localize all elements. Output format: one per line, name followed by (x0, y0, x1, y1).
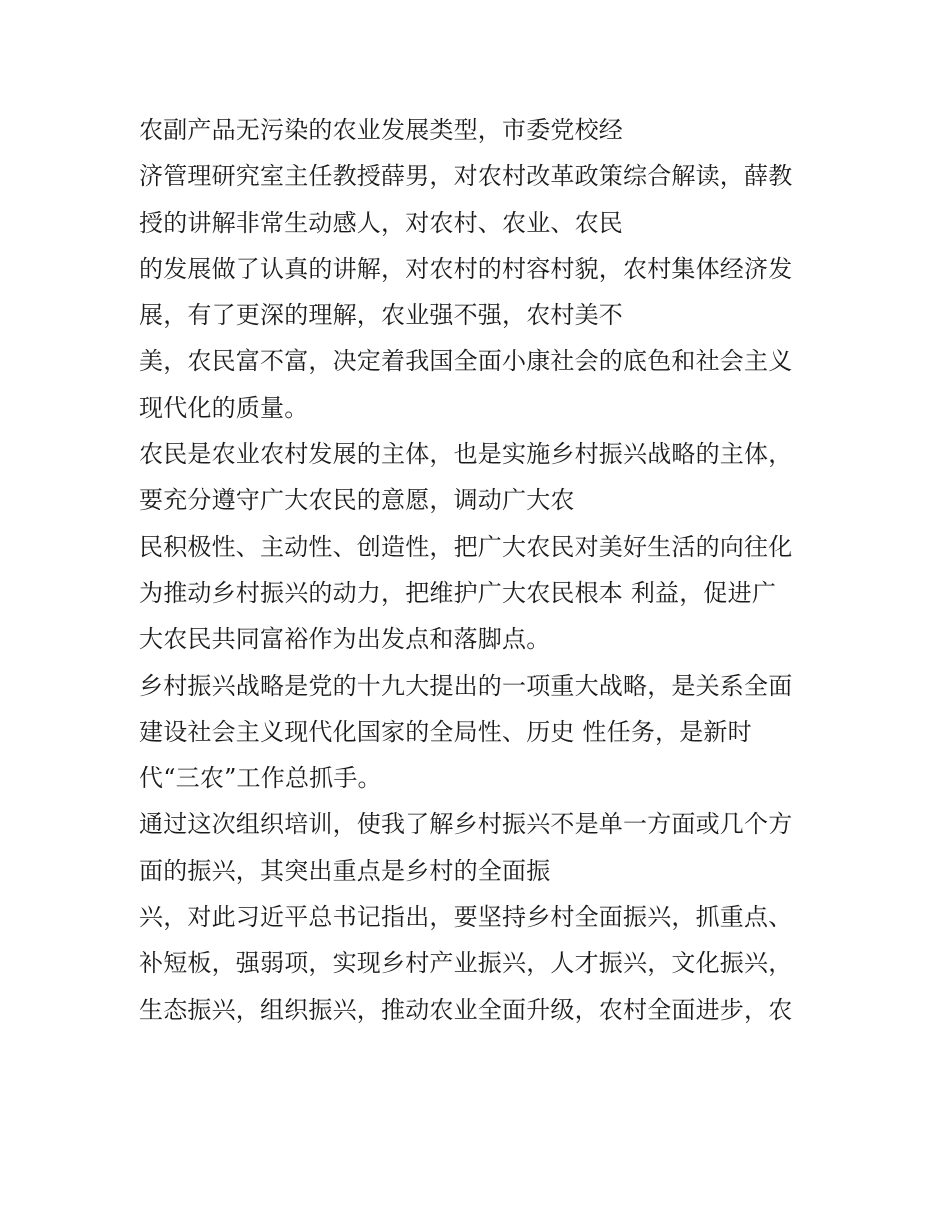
text-line: 农副产品无污染的农业发展类型，市委党校经 (139, 116, 623, 144)
text-line: 建设社会主义现代化国家的全局性、历史 性任务，是新时 (139, 717, 752, 746)
text-line: 民积极性、主动性、创造性，把广大农民对美好生活的向往化 (139, 532, 793, 561)
text-line: 兴，对此习近平总书记指出，要坚持乡村全面振兴，抓重点、 (139, 903, 793, 932)
text-line: 现代化的质量。 (139, 393, 309, 422)
text-line: 授的讲解非常生动感人，对农村、农业、农民 (139, 208, 623, 237)
text-line: 代“三农”工作总抓手。 (139, 764, 382, 793)
text-line: 面的振兴，其突出重点是乡村的全面振 (139, 856, 551, 885)
text-line: 的发展做了认真的讲解，对农村的村容村貌，农村集体经济发 (139, 254, 793, 283)
text-line: 通过这次组织培训，使我了解乡村振兴不是单一方面或几个方 (139, 810, 793, 839)
text-line: 要充分遵守广大农民的意愿，调动广大农 (139, 486, 575, 515)
text-line: 大农民共同富裕作为出发点和落脚点。 (139, 625, 551, 654)
text-line: 展，有了更深的理解，农业强不强，农村美不 (139, 301, 623, 330)
text-line: 为推动乡村振兴的动力，把维护广大农民根本 利益，促进广 (139, 578, 777, 607)
document-body (139, 107, 829, 1033)
text-line: 济管理研究室主任教授薛男，对农村改革政策综合解读，薛教 (139, 162, 793, 191)
text-line: 美，农民富不富，决定着我国全面小康社会的底色和社会主义 (139, 347, 793, 376)
text-line: 乡村振兴战略是党的十九大提出的一项重大战略，是关系全面 (139, 671, 793, 700)
text-line: 生态振兴，组织振兴，推动农业全面升级，农村全面进步，农 (139, 995, 793, 1024)
text-line: 农民是农业农村发展的主体，也是实施乡村振兴战略的主体， (139, 440, 793, 469)
text-line: 补短板，强弱项，实现乡村产业振兴，人才振兴，文化振兴， (139, 949, 793, 978)
